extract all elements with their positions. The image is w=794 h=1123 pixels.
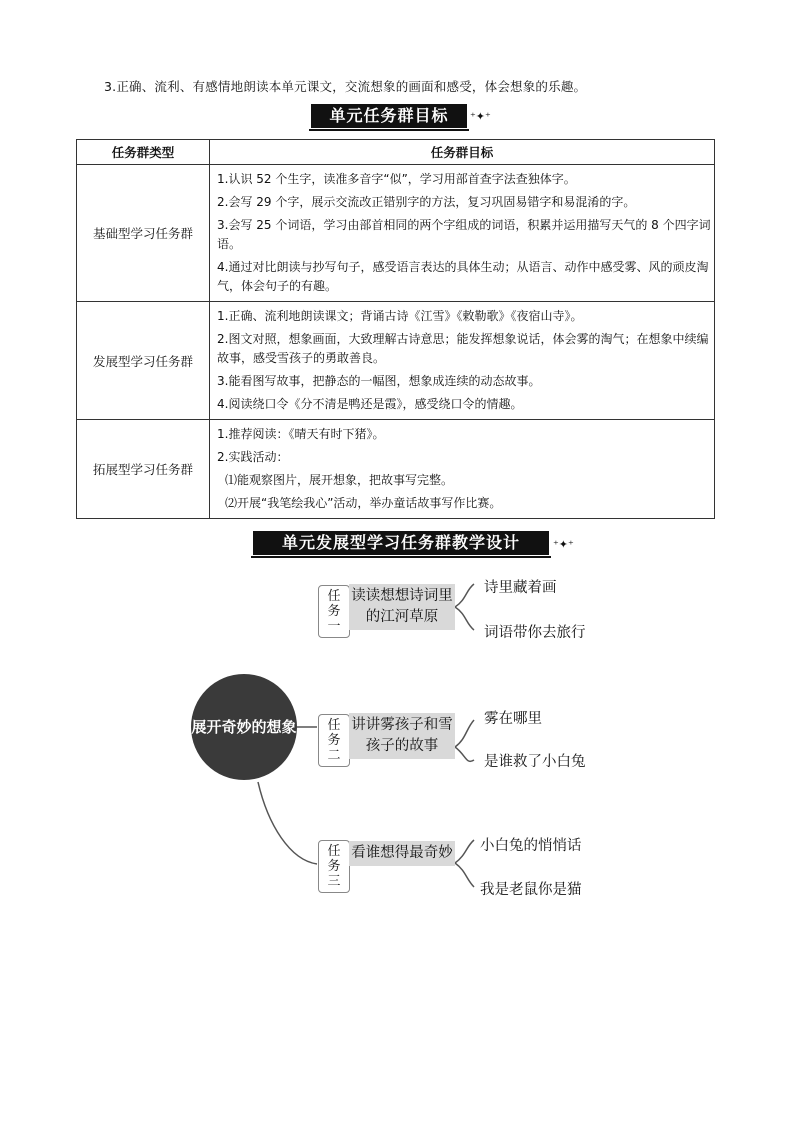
leaf-3-2: 我是老鼠你是猫	[480, 882, 582, 898]
list-item: 2.图文对照，想象画面，大致理解古诗意思；能发挥想象说话，体会雾的淘气；在想象中续编故事，感受雪孩子的勇敢善良。	[217, 332, 709, 365]
sparkle-icon: ⁺✦⁺	[553, 538, 574, 551]
list-item: 1.认识 52 个生字，读准多音字“似”，学习用部首查字法查独体字。	[217, 172, 576, 186]
table-header-row	[77, 140, 715, 165]
row-items	[210, 302, 715, 420]
row-items	[210, 420, 715, 519]
col-header-goals: 任务群目标	[210, 140, 715, 165]
intro-line: 3.正确、流利、有感情地朗读本单元课文，交流想象的画面和感受，体会想象的乐趣。	[104, 79, 587, 94]
list-item: 2.会写 29 个字，展示交流改正错别字的方法，复习巩固易错字和易混淆的字。	[217, 195, 636, 209]
table-row	[77, 302, 715, 420]
leaf-3-1: 小白兔的悄悄话	[480, 838, 582, 854]
list-item: 1.推荐阅读：《晴天有时下猪》。	[217, 427, 385, 441]
table-row	[77, 165, 715, 302]
list-item: ⑵开展“我笔绘我心”活动，举办童话故事写作比赛。	[225, 496, 502, 510]
list-item: 3.会写 25 个词语，学习由部首相同的两个字组成的词语，积累并运用描写天气的 8 个四字词语。	[217, 218, 711, 251]
row-type: 拓展型学习任务群	[77, 420, 210, 519]
leaf-2-1: 雾在哪里	[484, 711, 542, 727]
list-item: 2.实践活动：	[217, 450, 289, 464]
task-title-3: 看谁想得最奇妙	[349, 841, 455, 866]
banner-unit-goals: 单元任务群目标	[311, 104, 467, 128]
leaf-1-1: 诗里藏着画	[484, 580, 557, 596]
table-row	[77, 420, 715, 519]
banner-design: 单元发展型学习任务群教学设计	[253, 531, 549, 555]
task-tag-2: 任 务 二	[318, 714, 350, 767]
col-header-type: 任务群类型	[77, 140, 210, 165]
task-tag-3: 任 务 三	[318, 840, 350, 893]
list-item: ⑴能观察图片，展开想象，把故事写完整。	[225, 473, 454, 487]
list-item: 4.阅读绕口令《分不清是鸭还是霞》，感受绕口令的情趣。	[217, 397, 523, 411]
task-tag-1: 任 务 一	[318, 585, 350, 638]
list-item: 3.能看图写故事，把静态的一幅图，想象成连续的动态故事。	[217, 374, 541, 388]
mindmap-center: 展开奇妙的想象	[191, 674, 297, 780]
task-title-2: 讲讲雾孩子和雪孩子的故事	[349, 713, 455, 759]
leaf-1-2: 词语带你去旅行	[484, 625, 586, 641]
row-type: 发展型学习任务群	[77, 302, 210, 420]
list-item: 4.通过对比朗读与抄写句子，感受语言表达的具体生动；从语言、动作中感受雾、风的顽皮淘气，体会句子的有趣。	[217, 260, 709, 293]
list-item: 1.正确、流利地朗读课文；背诵古诗《江雪》《敕勒歌》《夜宿山寺》。	[217, 309, 583, 323]
sparkle-icon: ⁺✦⁺	[470, 110, 491, 123]
row-items	[210, 165, 715, 302]
leaf-2-2: 是谁救了小白兔	[484, 754, 586, 770]
row-type: 基础型学习任务群	[77, 165, 210, 302]
goals-table	[76, 139, 715, 519]
task-title-1: 读读想想诗词里的江河草原	[349, 584, 455, 630]
